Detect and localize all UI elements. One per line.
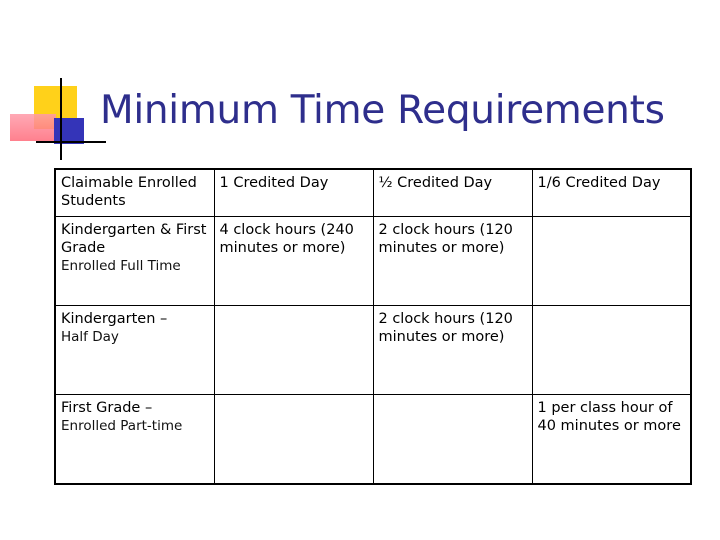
row-sublabel: Half Day <box>61 329 119 345</box>
ornament-vertical-line <box>60 78 62 160</box>
table-cell <box>214 306 373 395</box>
table-cell <box>214 395 373 485</box>
ornament-yellow-square <box>34 86 77 129</box>
table-cell: 1 per class hour of 40 minutes or more <box>532 395 691 485</box>
row-label: Kindergarten & First Grade <box>61 222 207 256</box>
table-row <box>55 306 691 395</box>
header-row <box>55 169 691 217</box>
row-sublabel: Enrolled Part-time <box>61 418 183 434</box>
ornament-blue-square <box>54 118 84 144</box>
row-label-cell <box>55 217 214 306</box>
header-cell-students: Claimable Enrolled Students <box>55 169 214 217</box>
table-cell <box>532 217 691 306</box>
ornament-horizontal-line <box>36 141 106 143</box>
table-cell <box>532 306 691 395</box>
table-row <box>55 217 691 306</box>
header-cell-half-day: ½ Credited Day <box>373 169 532 217</box>
requirements-table <box>54 168 692 485</box>
header-cell-1-day: 1 Credited Day <box>214 169 373 217</box>
row-label: First Grade – <box>61 400 153 416</box>
slide-title: Minimum Time Requirements <box>100 88 665 133</box>
table-cell: 4 clock hours (240 minutes or more) <box>214 217 373 306</box>
row-sublabel: Enrolled Full Time <box>61 258 181 274</box>
table-cell: 2 clock hours (120 minutes or more) <box>373 217 532 306</box>
header-cell-sixth-day: 1/6 Credited Day <box>532 169 691 217</box>
table-cell: 2 clock hours (120 minutes or more) <box>373 306 532 395</box>
table-row <box>55 395 691 485</box>
row-label-cell <box>55 395 214 485</box>
row-label-cell <box>55 306 214 395</box>
table-cell <box>373 395 532 485</box>
ornament-red-square <box>10 114 56 141</box>
row-label: Kindergarten – <box>61 311 168 327</box>
